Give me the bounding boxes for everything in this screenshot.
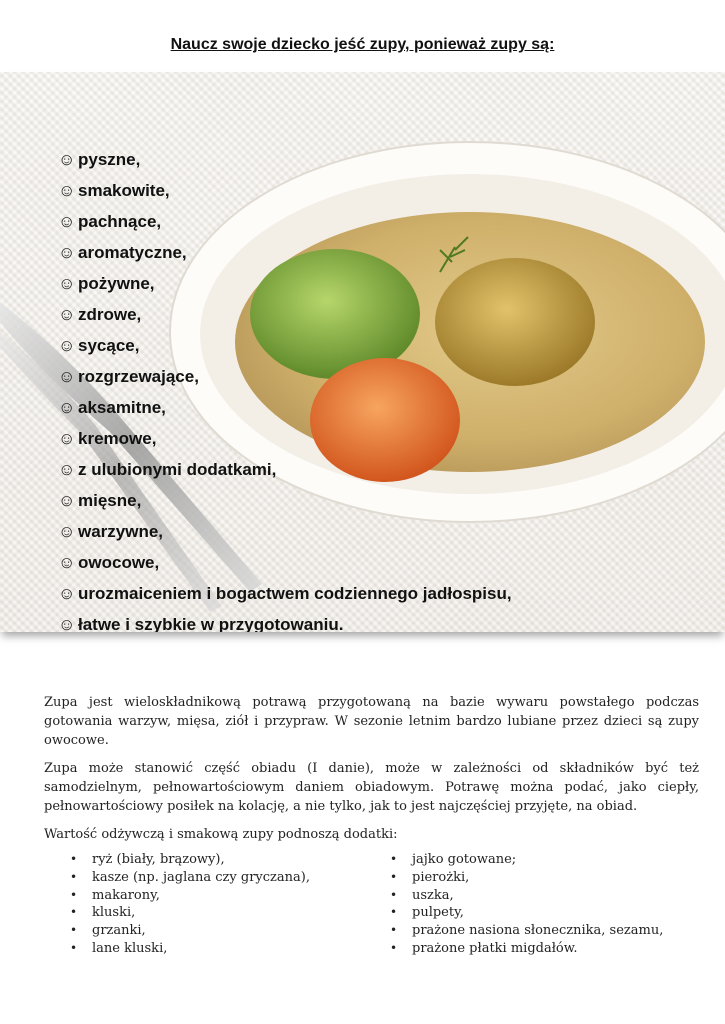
list-item: • prażone nasiona słonecznika, sezamu, <box>390 923 664 939</box>
benefit-item: ☺ smakowite, <box>58 181 170 200</box>
benefit-item: ☺ z ulubionymi dodatkami, <box>58 460 277 479</box>
smiley-icon: ☺ <box>58 150 76 169</box>
bullet-icon: • <box>390 869 398 884</box>
bullet-icon: • <box>70 923 78 938</box>
bullet-icon: • <box>70 887 78 902</box>
bullet-icon: • <box>390 905 398 920</box>
benefit-item: ☺ pachnące, <box>58 212 162 231</box>
bullet-icon: • <box>390 923 398 938</box>
smiley-icon: ☺ <box>58 584 76 603</box>
list-item: • makarony, <box>70 887 160 903</box>
list-item: • prażone płatki migdałów. <box>390 940 578 956</box>
smiley-icon: ☺ <box>58 181 76 200</box>
smiley-icon: ☺ <box>58 367 76 386</box>
smiley-icon: ☺ <box>58 274 76 293</box>
list-item: • uszka, <box>390 887 454 903</box>
bullet-icon: • <box>70 852 78 866</box>
body-text <box>44 693 699 853</box>
smiley-icon: ☺ <box>58 615 76 632</box>
list-item: • kasze (np. jaglana czy gryczana), <box>70 869 310 885</box>
soup-photo <box>0 72 725 632</box>
smiley-icon: ☺ <box>58 429 76 448</box>
benefit-item: ☺ owocowe, <box>58 553 160 572</box>
bullet-icon: • <box>390 852 398 866</box>
bullet-icon: • <box>390 940 398 955</box>
benefit-item: ☺ aksamitne, <box>58 398 166 417</box>
additions-list-left <box>70 851 310 958</box>
benefit-item: ☺ kremowe, <box>58 429 157 448</box>
benefit-item: ☺ rozgrzewające, <box>58 367 199 386</box>
list-item: • pierożki, <box>390 869 470 885</box>
bullet-icon: • <box>70 869 78 884</box>
benefit-item: ☺ warzywne, <box>58 522 164 541</box>
bullet-icon: • <box>390 887 398 902</box>
smiley-icon: ☺ <box>58 398 76 417</box>
smiley-icon: ☺ <box>58 243 76 262</box>
smiley-icon: ☺ <box>58 460 76 479</box>
paragraph: Wartość odżywczą i smakową zupy podnoszą dodatki: <box>44 827 398 842</box>
benefit-item: ☺ pożywne, <box>58 274 155 293</box>
list-item: • kluski, <box>70 905 136 921</box>
benefit-item: ☺ łatwe i szybkie w przygotowaniu. <box>58 615 512 632</box>
smiley-icon: ☺ <box>58 336 76 355</box>
smiley-icon: ☺ <box>58 305 76 324</box>
benefit-item: ☺ pyszne, <box>58 150 141 169</box>
smiley-icon: ☺ <box>58 522 76 541</box>
benefit-item: ☺ sycące, <box>58 336 140 355</box>
list-item: • grzanki, <box>70 923 146 939</box>
benefit-item: ☺ zdrowe, <box>58 305 142 324</box>
smiley-icon: ☺ <box>58 212 76 231</box>
smiley-icon: ☺ <box>58 553 76 572</box>
benefit-item: ☺ urozmaiceniem i bogactwem codziennego jadłospisu, <box>58 584 512 603</box>
list-item: • pulpety, <box>390 905 464 921</box>
smiley-icon: ☺ <box>58 491 76 510</box>
list-item: • jajko gotowane; <box>390 852 517 867</box>
additions-list-right <box>390 851 663 958</box>
bullet-icon: • <box>70 905 78 920</box>
benefits-list <box>58 150 512 632</box>
benefit-item: ☺ aromatyczne, <box>58 243 187 262</box>
list-item: • ryż (biały, brązowy), <box>70 852 225 867</box>
list-item: • lane kluski, <box>70 940 168 956</box>
paragraph: Zupa jest wieloskładnikową potrawą przygotowaną na bazie wywaru powstałego podczas gotowania warzyw, mięsa, ziół i przypraw. W sezonie letnim bardzo lubiane przez dzieci są zupy owocowe. <box>44 695 699 748</box>
benefit-item: ☺ mięsne, <box>58 491 142 510</box>
page-title: Naucz swoje dziecko jeść zupy, ponieważ zupy są: <box>170 36 555 53</box>
paragraph: Zupa może stanowić część obiadu (I danie), może w zależności od składników być też samodzielnym, pełnowartościowym daniem obiadowym. Potrawę można podać, jako ciepły, pełnowartościowy posiłek na kolację, a nie tylko, jak to jest najczęściej przyjęte, na obiad. <box>44 761 699 814</box>
bullet-icon: • <box>70 940 78 955</box>
